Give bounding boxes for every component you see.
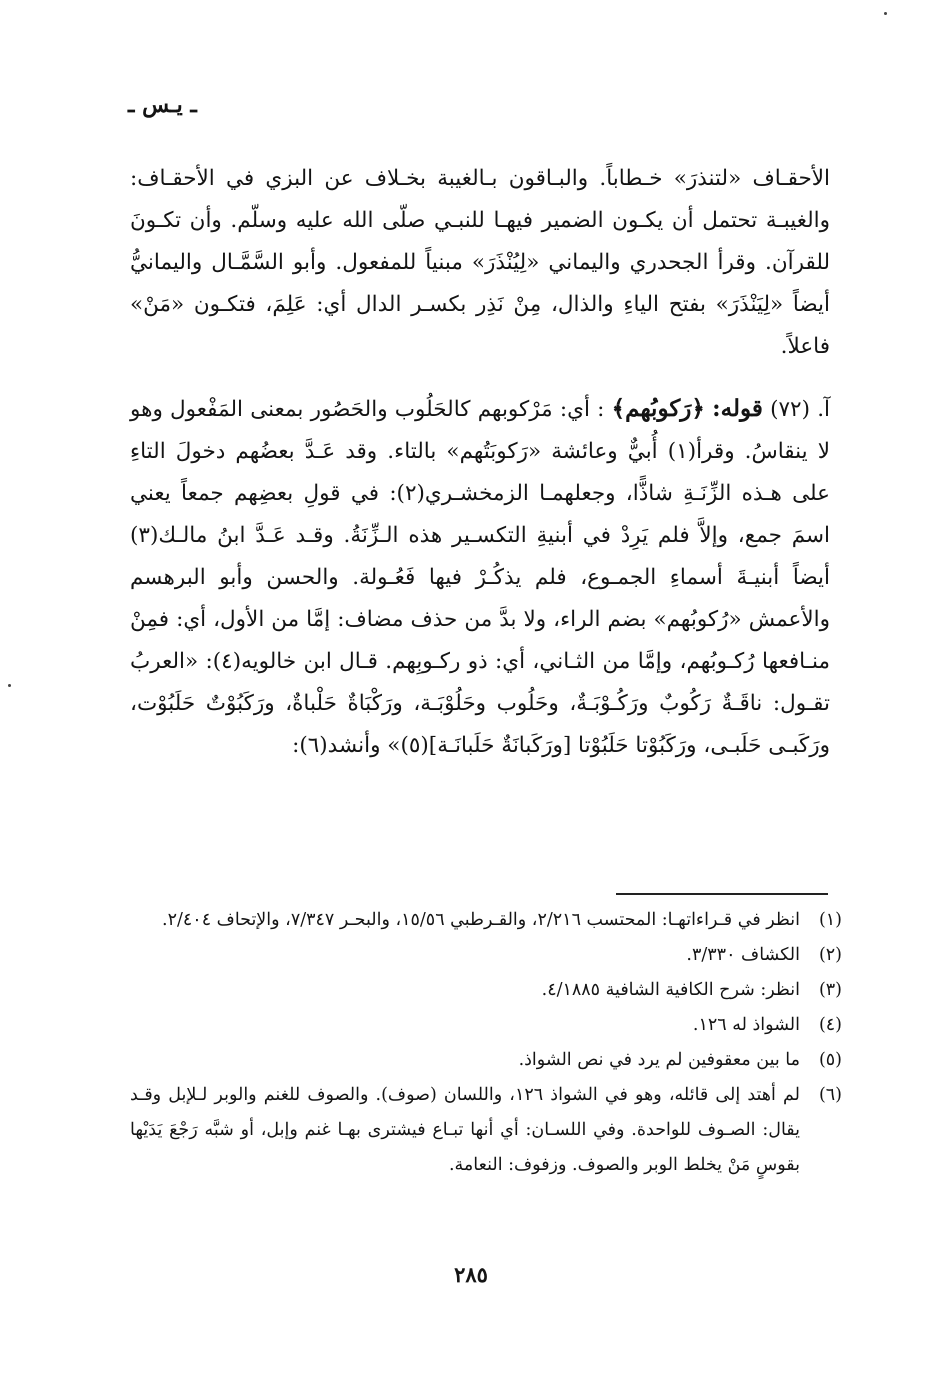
- footnote-text: لم أهتد إلى قائله، وهو في الشواذ ١٢٦، واللسان (صوف). والصوف للغنم والوبر لـلإبل وقـد يقال: الصـوف للواحدة. وفي اللسـان: أي أنها تبـاع فيشترى بهـا غنم وإبل، أو شبَّه رَجْعَ يَدَيْها بقوسٍ مَنْ يخلط الوبر والصوف. وزفوف: النعامة.: [130, 1085, 800, 1175]
- footnote-number: (٣): [818, 980, 842, 1000]
- paragraph-2: [130, 388, 830, 767]
- footnote-text: الشواذ له ١٢٦.: [692, 1015, 800, 1035]
- paragraph-2-text: : أي: مَرْكوبهم كالحَلُوب والحَصُور بمعنى المَفْعول وهو لا ينقاسُ. وقرأ(١) أُبيٌّ وعائشة «رَكوبَتُهم» بالتاء. وقد عَـدَّ بعضُهم دخولَ التاءِ على هـذه الزِّنَـةِ شاذًّا، وجعلهمـا الزمخشـري(٢): في قولِ بعضِهم جمعاً يعني اسمَ جمع، وإلاَّ فلم يَرِدْ في أبنيةِ التكسـير هذه الـزِّنَةُ. وقـد عَـدَّ ابنُ مالـك(٣) أيضاً أبنيـةَ أسماءِ الجمـوع، فلم يذكُـرْ فيها فَعُـولة. والحسن وأبو البرهسم والأعمش «رُكوبُهم» بضم الراء، ولا بدَّ من حذف مضاف: إمَّا من الأول، أي: فمِنْ منـافعها رُكـوبُهم، وإمَّا من الثـاني، أي: ذو ركـوبِهم. قـال ابن خالويه(٤): «العربُ تقـول: ناقَـةٌ رَكُوبٌ ورَكُـوْبَـةٌ، وحَلُوب وحَلُوْبَـة، ورَكْبَاةٌ حَلْباةٌ، ورَكَبُوْتٌ حَلَبُوْت، ورَكَبـى حَلَبـى، ورَكَبُوْتا حَلَبُوْتا [ورَكَبانَةٌ حَلَبانَـة](٥)» وأنشد(٦):: [130, 397, 830, 758]
- footnote-item: [130, 1008, 842, 1043]
- footnote-item: [130, 1078, 842, 1183]
- footnote-number: (١): [818, 910, 842, 930]
- main-text: [130, 158, 830, 767]
- quran-phrase: ﴿رَكوبُهم﴾: [611, 395, 705, 422]
- paragraph-1: الأحقـاف «لتنذرَ» خـطاباً. والبـاقون بـالغيبة بخـلاف عن البزي في الأحقـاف: والغيبـة تحتمل أن يكـون الضمير فيهـا للنبـي صلّى الله عليه وسلّم. وأن تكـونَ للقرآن. وقرأ الجحدري واليماني «لِيُنْذَرَ» مبنياً للمفعول. وأبو السَّمَّـال واليمانيُّ أيضاً «لِيَنْذَرَ» بفتح الياءِ والذال، مِنْ نَذِر بكسـر الدال أي: عَلِمَ، فتكـون «مَنْ» فاعلاً.: [130, 166, 830, 359]
- footnote-number: (٢): [818, 945, 842, 965]
- footnote-text: انظر في قـراءاتهـا: المحتسب ٢/٢١٦، والقـرطبي ١٥/٥٦، والبحـر ٧/٣٤٧، والإتحاف ٢/٤٠٤.: [162, 910, 800, 930]
- scan-speck: [884, 12, 887, 15]
- footnote-separator: [616, 893, 828, 895]
- footnote-item: [130, 938, 842, 973]
- footnote-item: [130, 1043, 842, 1078]
- running-head: ـ يـس ـ: [128, 92, 197, 118]
- footnote-text: ما بين معقوفين لم يرد في نص الشواذ.: [518, 1050, 800, 1070]
- footnote-text: الكشاف ٣/٣٣٠.: [686, 945, 800, 965]
- footnote-number: (٦): [818, 1085, 842, 1105]
- page-number: ٢٨٥: [454, 1262, 488, 1287]
- footnote-text: انظر: شرح الكافية الشافية ٤/١٨٨٥.: [541, 980, 800, 1000]
- footnote-number: (٥): [818, 1050, 842, 1070]
- verse-number: آ. (٧٢): [770, 397, 831, 422]
- footnote-number: (٤): [818, 1015, 842, 1035]
- footnotes: [130, 903, 842, 1183]
- footnote-item: [130, 973, 842, 1008]
- scan-speck: [8, 684, 11, 687]
- qawluh-label: قوله:: [712, 395, 763, 422]
- footnote-item: [130, 903, 842, 938]
